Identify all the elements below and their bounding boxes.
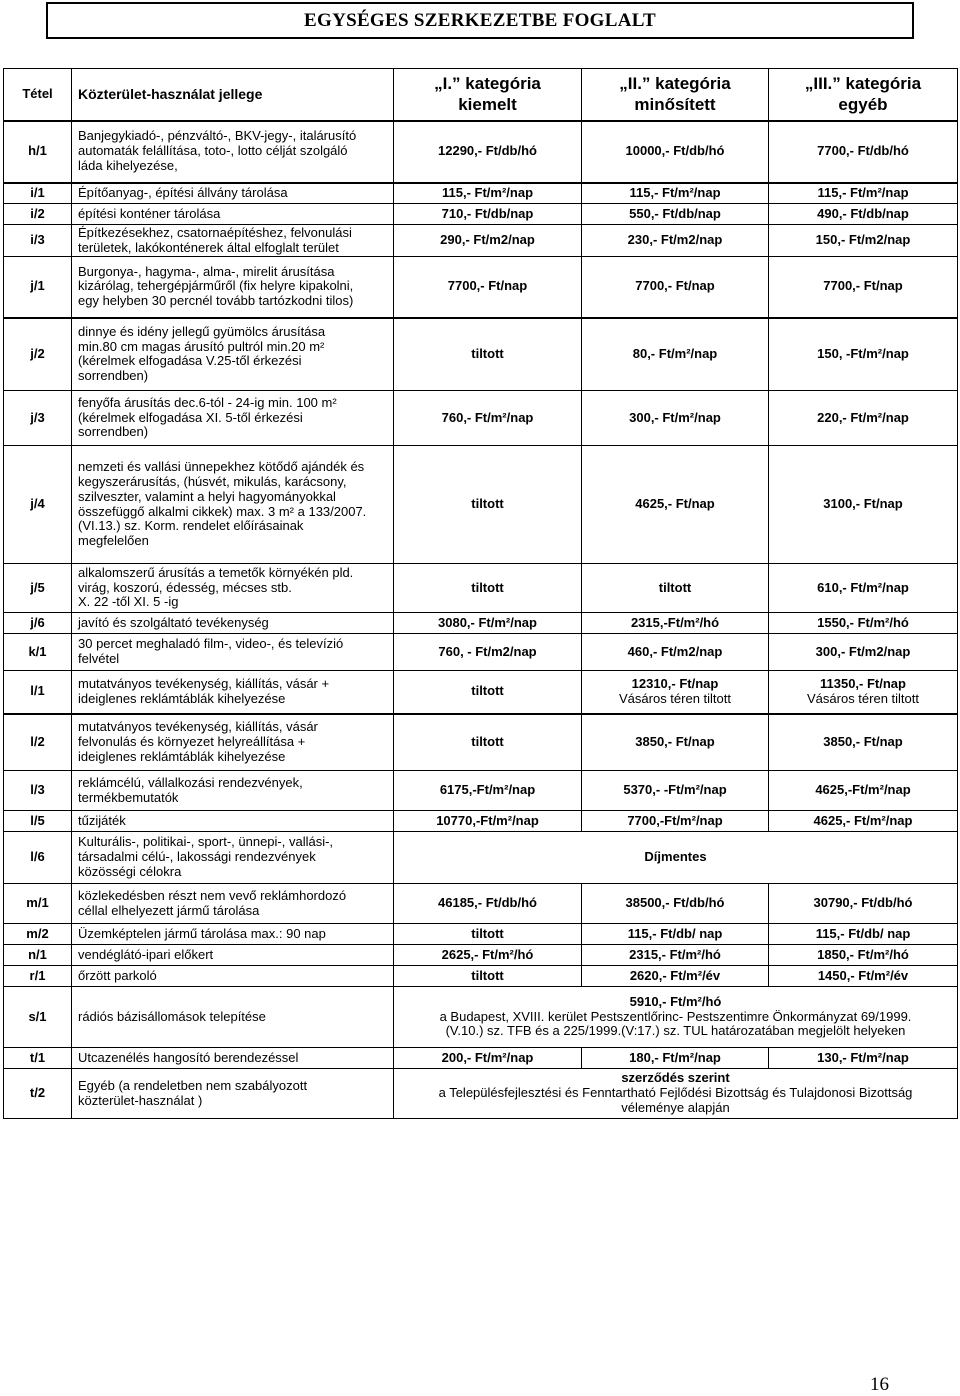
header-category-2 [582, 69, 769, 121]
table-row [4, 446, 958, 564]
price-value: 2315,- Ft/m²/hó [629, 946, 721, 962]
price-category-3 [769, 225, 958, 257]
price-value: tiltott [658, 579, 692, 595]
description-line: alkalomszerű árusítás a temetők környékén pld. [78, 564, 354, 580]
price-category-3 [769, 634, 958, 671]
price-value: 115,- Ft/db/ nap [815, 925, 911, 941]
item-description [72, 924, 394, 945]
item-description [72, 987, 394, 1048]
price-value: 115,- Ft/db/ nap [627, 925, 723, 941]
price-category-3 [769, 391, 958, 446]
description-line: Utcazenélés hangosító berendezéssel [78, 1049, 299, 1065]
table-row [4, 121, 958, 183]
item-code: t/1 [4, 1048, 72, 1069]
merged-price-note: (V.10.) sz. TFB és a 225/1999.(V:17.) sz. TUL határozatában megjelölt helyeken [445, 1023, 906, 1039]
price-category-2 [582, 966, 769, 987]
price-value: 1550,- Ft/m²/hó [817, 614, 909, 630]
item-code: i/1 [4, 183, 72, 204]
description-line: (kérelmek elfogadása V.25-től érkezési [78, 353, 302, 369]
merged-price [394, 1069, 958, 1119]
item-code: n/1 [4, 945, 72, 966]
table-row [4, 183, 958, 204]
item-description [72, 183, 394, 204]
item-code: m/2 [4, 924, 72, 945]
item-description [72, 257, 394, 318]
item-code: t/2 [4, 1069, 72, 1119]
price-category-3 [769, 671, 958, 714]
price-value: 300,- Ft/m2/nap [815, 643, 911, 659]
price-category-3 [769, 564, 958, 613]
header-category-2-label: minősített [634, 95, 716, 115]
header-category-3-label: egyéb [838, 95, 888, 115]
header-category-3 [769, 69, 958, 121]
description-line: termékbemutatók [78, 789, 179, 805]
price-value: 4625,-Ft/m²/nap [815, 782, 911, 798]
header-description: Közterület-használat jellege [72, 69, 394, 121]
price-value: 80,- Ft/m²/nap [632, 345, 718, 361]
description-line: Banjegykiadó-, pénzváltó-, BKV-jegy-, italárusító [78, 128, 357, 144]
price-value: 2620,- Ft/m²/év [629, 967, 721, 983]
header-category-1 [394, 69, 582, 121]
price-value: 1850,- Ft/m²/hó [817, 946, 909, 962]
description-line: ideiglenes reklámtáblák kihelyezése [78, 690, 286, 706]
price-category-3 [769, 1048, 958, 1069]
price-category-3 [769, 771, 958, 811]
price-value: 30790,- Ft/db/hó [813, 895, 913, 911]
description-line: min.80 cm magas árusító pultról min.20 m² [78, 338, 325, 354]
price-value: 7700,- Ft/nap [447, 278, 528, 294]
item-code: l/6 [4, 832, 72, 884]
price-value: 460,- Ft/m2/nap [627, 643, 723, 659]
table-row [4, 225, 958, 257]
table-row [4, 671, 958, 714]
description-line: felvétel [78, 651, 120, 666]
price-category-2 [582, 257, 769, 318]
price-value: 610,- Ft/m²/nap [817, 579, 909, 595]
price-value: 2625,- Ft/m²/hó [441, 946, 534, 962]
price-value: 12290,- Ft/db/hó [438, 143, 537, 159]
description-line: tűzijáték [78, 812, 126, 828]
description-line: szilveszter, valamint a helyi hagyományokkal [78, 488, 336, 504]
item-code: j/4 [4, 446, 72, 564]
item-description [72, 811, 394, 832]
price-value: 7700,-Ft/m²/nap [627, 812, 723, 828]
price-value: tiltott [471, 579, 504, 595]
price-value: 7700,- Ft/db/hó [817, 143, 909, 159]
price-category-2 [582, 318, 769, 391]
item-description [72, 771, 394, 811]
description-line: Kulturális-, politikai-, sport-, ünnepi-, vallási-, [78, 834, 334, 850]
item-code: l/5 [4, 811, 72, 832]
item-description [72, 945, 394, 966]
item-description [72, 966, 394, 987]
description-line: Építőanyag-, építési állvány tárolása [78, 184, 288, 200]
price-value: 38500,- Ft/db/hó [625, 895, 725, 911]
description-line: vendéglátó-ipari előkert [78, 946, 214, 962]
price-category-2 [582, 446, 769, 564]
price-value: 490,- Ft/db/nap [817, 205, 909, 221]
description-line: Egyéb (a rendeletben nem szabályozott [78, 1077, 308, 1093]
price-value: 115,- Ft/m²/nap [629, 184, 721, 200]
description-line: reklámcélú, vállalkozási rendezvények, [78, 774, 303, 790]
description-line: közlekedésben részt nem vevő reklámhordozó [78, 887, 347, 903]
merged-price-value: 5910,- Ft/m²/hó [629, 993, 722, 1009]
description-line: ideiglenes reklámtáblák kihelyezése [78, 748, 286, 764]
price-value: 6175,-Ft/m²/nap [439, 782, 536, 798]
price-category-1 [394, 446, 582, 564]
price-value: 11350,- Ft/nap [820, 676, 906, 692]
header-category-2-name: „II.” kategória [619, 74, 731, 94]
price-category-3 [769, 257, 958, 318]
price-value: 130,- Ft/m²/nap [817, 1049, 909, 1065]
price-category-3 [769, 204, 958, 225]
description-line: X. 22 -től XI. 5 -ig [78, 594, 179, 610]
merged-price-note: a Településfejlesztési és Fenntartható Fejlődési Bizottság és Tulajdonosi Bizottság [438, 1085, 913, 1101]
description-line: dinnye és idény jellegű gyümölcs árusítása [78, 323, 326, 339]
description-line: automaták felállítása, toto-, lotto célját szolgáló [78, 143, 348, 159]
table-row [4, 966, 958, 987]
item-code: r/1 [4, 966, 72, 987]
table-row [4, 1069, 958, 1119]
price-category-1 [394, 564, 582, 613]
description-line: egy helyben 30 percnél tovább tartózkodni tilos) [78, 293, 354, 309]
price-category-3 [769, 884, 958, 924]
price-category-3 [769, 318, 958, 391]
table-row [4, 884, 958, 924]
document-title: EGYSÉGES SZERKEZETBE FOGLALT [304, 9, 656, 31]
price-category-3 [769, 446, 958, 564]
price-value: 300,- Ft/m²/nap [629, 409, 721, 425]
price-category-2 [582, 884, 769, 924]
description-line: összefüggő alkalmi cikkek) max. 3 m² a 133/2007. [78, 503, 367, 519]
description-line: mutatványos tevékenység, kiállítás, vásár + [78, 676, 330, 692]
price-category-1 [394, 204, 582, 225]
price-value: tiltott [471, 967, 504, 983]
item-description [72, 318, 394, 391]
price-category-3 [769, 183, 958, 204]
table-row [4, 771, 958, 811]
price-value: 10000,- Ft/db/hó [625, 143, 725, 159]
item-code: j/1 [4, 257, 72, 318]
price-category-1 [394, 634, 582, 671]
document-banner [46, 2, 914, 39]
description-line: virág, koszorú, édesség, mécses stb. [78, 579, 292, 595]
table-row [4, 391, 958, 446]
table-row [4, 832, 958, 884]
price-value: 230,- Ft/m2/nap [627, 232, 723, 248]
description-line: kizárólag, tehergépjárműről (fix helyre kipakolni, [78, 278, 354, 294]
item-description [72, 1048, 394, 1069]
price-value: 12310,- Ft/nap [631, 676, 719, 692]
price-value: tiltott [471, 925, 504, 941]
table-row [4, 613, 958, 634]
item-description [72, 204, 394, 225]
price-category-2 [582, 634, 769, 671]
item-description [72, 634, 394, 671]
item-code: k/1 [4, 634, 72, 671]
item-code: i/2 [4, 204, 72, 225]
price-category-1 [394, 391, 582, 446]
price-category-3 [769, 613, 958, 634]
item-description [72, 1069, 394, 1119]
page-number: 16 [870, 1374, 889, 1395]
price-value: 200,- Ft/m²/nap [441, 1049, 534, 1065]
description-line: területek, lakókonténerek által elfoglalt terület [78, 239, 339, 255]
description-line: (kérelmek elfogadása XI. 5-től érkezési [78, 409, 303, 425]
merged-price-value: szerződés szerint [621, 1070, 730, 1086]
item-description [72, 671, 394, 714]
price-category-2 [582, 1048, 769, 1069]
table-row [4, 945, 958, 966]
price-category-3 [769, 945, 958, 966]
price-value: 710,- Ft/db/nap [441, 205, 534, 221]
price-value: 7700,- Ft/nap [823, 278, 903, 294]
price-category-2 [582, 771, 769, 811]
price-category-2 [582, 225, 769, 257]
description-line: nemzeti és vallási ünnepekhez kötődő ajándék és [78, 459, 365, 475]
price-category-1 [394, 945, 582, 966]
item-description [72, 832, 394, 884]
item-code: s/1 [4, 987, 72, 1048]
merged-price [394, 987, 958, 1048]
description-line: Építkezésekhez, csatornaépítéshez, felvonulási [78, 224, 352, 240]
price-category-1 [394, 183, 582, 204]
price-category-2 [582, 183, 769, 204]
item-code: i/3 [4, 225, 72, 257]
item-code: j/2 [4, 318, 72, 391]
price-value: 1450,- Ft/m²/év [817, 967, 909, 983]
price-value: 3850,- Ft/nap [635, 733, 715, 749]
price-category-2 [582, 121, 769, 183]
price-category-1 [394, 1048, 582, 1069]
price-category-2 [582, 945, 769, 966]
price-value: 2315,-Ft/m²/hó [630, 614, 720, 630]
description-line: őrzött parkoló [78, 967, 157, 983]
price-category-3 [769, 121, 958, 183]
item-code: h/1 [4, 121, 72, 183]
price-category-2 [582, 391, 769, 446]
price-category-1 [394, 811, 582, 832]
item-description [72, 225, 394, 257]
table-header-row [4, 69, 958, 121]
item-code: j/5 [4, 564, 72, 613]
description-line: Üzemképtelen jármű tárolása max.: 90 nap [78, 925, 326, 941]
header-category-1-label: kiemelt [458, 95, 517, 115]
description-line: rádiós bázisállomások telepítése [78, 1008, 266, 1024]
table-row [4, 204, 958, 225]
header-code: Tétel [4, 69, 72, 121]
table-row [4, 1048, 958, 1069]
price-value: 4625,- Ft/m²/nap [813, 812, 913, 828]
table-row [4, 924, 958, 945]
merged-price-note: a Budapest, XVIII. kerület Pestszentlőrinc- Pestszentimre Önkormányzat 69/1999. [439, 1008, 912, 1024]
fee-table [3, 68, 958, 1119]
price-value: 760, - Ft/m2/nap [438, 643, 537, 659]
item-description [72, 446, 394, 564]
description-line: láda kihelyezése, [78, 157, 178, 173]
price-category-2 [582, 714, 769, 771]
price-category-1 [394, 884, 582, 924]
header-category-3-name: „III.” kategória [804, 74, 922, 94]
table-row [4, 811, 958, 832]
description-line: 30 percet meghaladó film-, video-, és televízió [78, 636, 344, 652]
price-value: 150, -Ft/m²/nap [817, 345, 909, 361]
price-value: 3850,- Ft/nap [823, 733, 903, 749]
description-line: közösségi célokra [78, 863, 182, 879]
price-value: 7700,- Ft/nap [635, 278, 715, 294]
price-value: 180,- Ft/m²/nap [629, 1049, 721, 1065]
header-category-1-name: „I.” kategória [434, 74, 541, 94]
price-value: 3080,- Ft/m²/nap [438, 614, 537, 630]
description-line: megfelelően [78, 532, 149, 548]
description-line: Burgonya-, hagyma-, alma-, mirelit árusítása [78, 263, 335, 279]
price-value: 46185,- Ft/db/hó [438, 895, 537, 911]
item-code: j/6 [4, 613, 72, 634]
price-value: 5370,- -Ft/m²/nap [623, 782, 727, 798]
description-line: fenyőfa árusítás dec.6-tól - 24-ig min. 100 m² [78, 394, 337, 410]
description-line: közterület-használat ) [78, 1092, 203, 1108]
item-description [72, 121, 394, 183]
item-code: j/3 [4, 391, 72, 446]
price-value: 115,- Ft/m²/nap [441, 184, 534, 200]
item-code: l/3 [4, 771, 72, 811]
table-row [4, 714, 958, 771]
price-category-2 [582, 671, 769, 714]
item-code: m/1 [4, 884, 72, 924]
merged-price: Díjmentes [394, 832, 958, 884]
item-description [72, 613, 394, 634]
table-row [4, 318, 958, 391]
price-value: 3100,- Ft/nap [823, 496, 903, 512]
price-value: tiltott [471, 345, 504, 361]
price-category-3 [769, 714, 958, 771]
item-description [72, 884, 394, 924]
description-line: sorrendben) [78, 424, 149, 440]
description-line: kegyszerárusítás, (húsvét, mikulás, karácsony, [78, 474, 347, 490]
table-row [4, 987, 958, 1048]
price-category-2 [582, 811, 769, 832]
item-code: l/2 [4, 714, 72, 771]
price-value: 4625,- Ft/nap [635, 496, 715, 512]
description-line: céllal elhelyezett jármű tárolása [78, 902, 260, 918]
description-line: társadalmi célú-, lakossági rendezvények [78, 849, 316, 865]
item-code: l/1 [4, 671, 72, 714]
item-description [72, 564, 394, 613]
price-value: 550,- Ft/db/nap [629, 205, 721, 221]
price-category-2 [582, 204, 769, 225]
price-category-1 [394, 318, 582, 391]
price-category-3 [769, 811, 958, 832]
item-description [72, 714, 394, 771]
description-line: (VI.13.) sz. Korm. rendelet előírásainak [78, 518, 304, 534]
price-category-1 [394, 671, 582, 714]
price-value: 150,- Ft/m2/nap [815, 232, 911, 248]
price-category-1 [394, 613, 582, 634]
item-description [72, 391, 394, 446]
price-note: Vásáros téren tiltott [619, 690, 731, 706]
price-category-3 [769, 924, 958, 945]
price-category-1 [394, 771, 582, 811]
price-value: 115,- Ft/m²/nap [817, 184, 909, 200]
price-value: 290,- Ft/m2/nap [440, 232, 535, 248]
price-category-2 [582, 564, 769, 613]
table-row [4, 257, 958, 318]
price-category-1 [394, 966, 582, 987]
price-category-3 [769, 966, 958, 987]
price-category-1 [394, 225, 582, 257]
description-line: felvonulás és környezet helyreállítása + [78, 733, 306, 749]
description-line: javító és szolgáltató tevékenység [78, 614, 269, 630]
description-line: mutatványos tevékenység, kiállítás, vásár [78, 719, 318, 735]
description-line: építési konténer tárolása [78, 205, 221, 221]
table-row [4, 564, 958, 613]
table-row [4, 634, 958, 671]
price-category-1 [394, 121, 582, 183]
price-category-2 [582, 613, 769, 634]
merged-price-note: véleménye alapján [621, 1099, 730, 1115]
price-category-1 [394, 714, 582, 771]
price-value: tiltott [471, 733, 504, 749]
price-value: tiltott [471, 683, 504, 699]
price-category-1 [394, 924, 582, 945]
price-category-2 [582, 924, 769, 945]
price-category-1 [394, 257, 582, 318]
price-note: Vásáros téren tiltott [807, 690, 919, 706]
price-value: tiltott [471, 496, 504, 512]
description-line: sorrendben) [78, 367, 149, 383]
price-value: 220,- Ft/m²/nap [817, 409, 909, 425]
price-value: 10770,-Ft/m²/nap [436, 812, 539, 828]
price-value: 760,- Ft/m²/nap [441, 409, 534, 425]
